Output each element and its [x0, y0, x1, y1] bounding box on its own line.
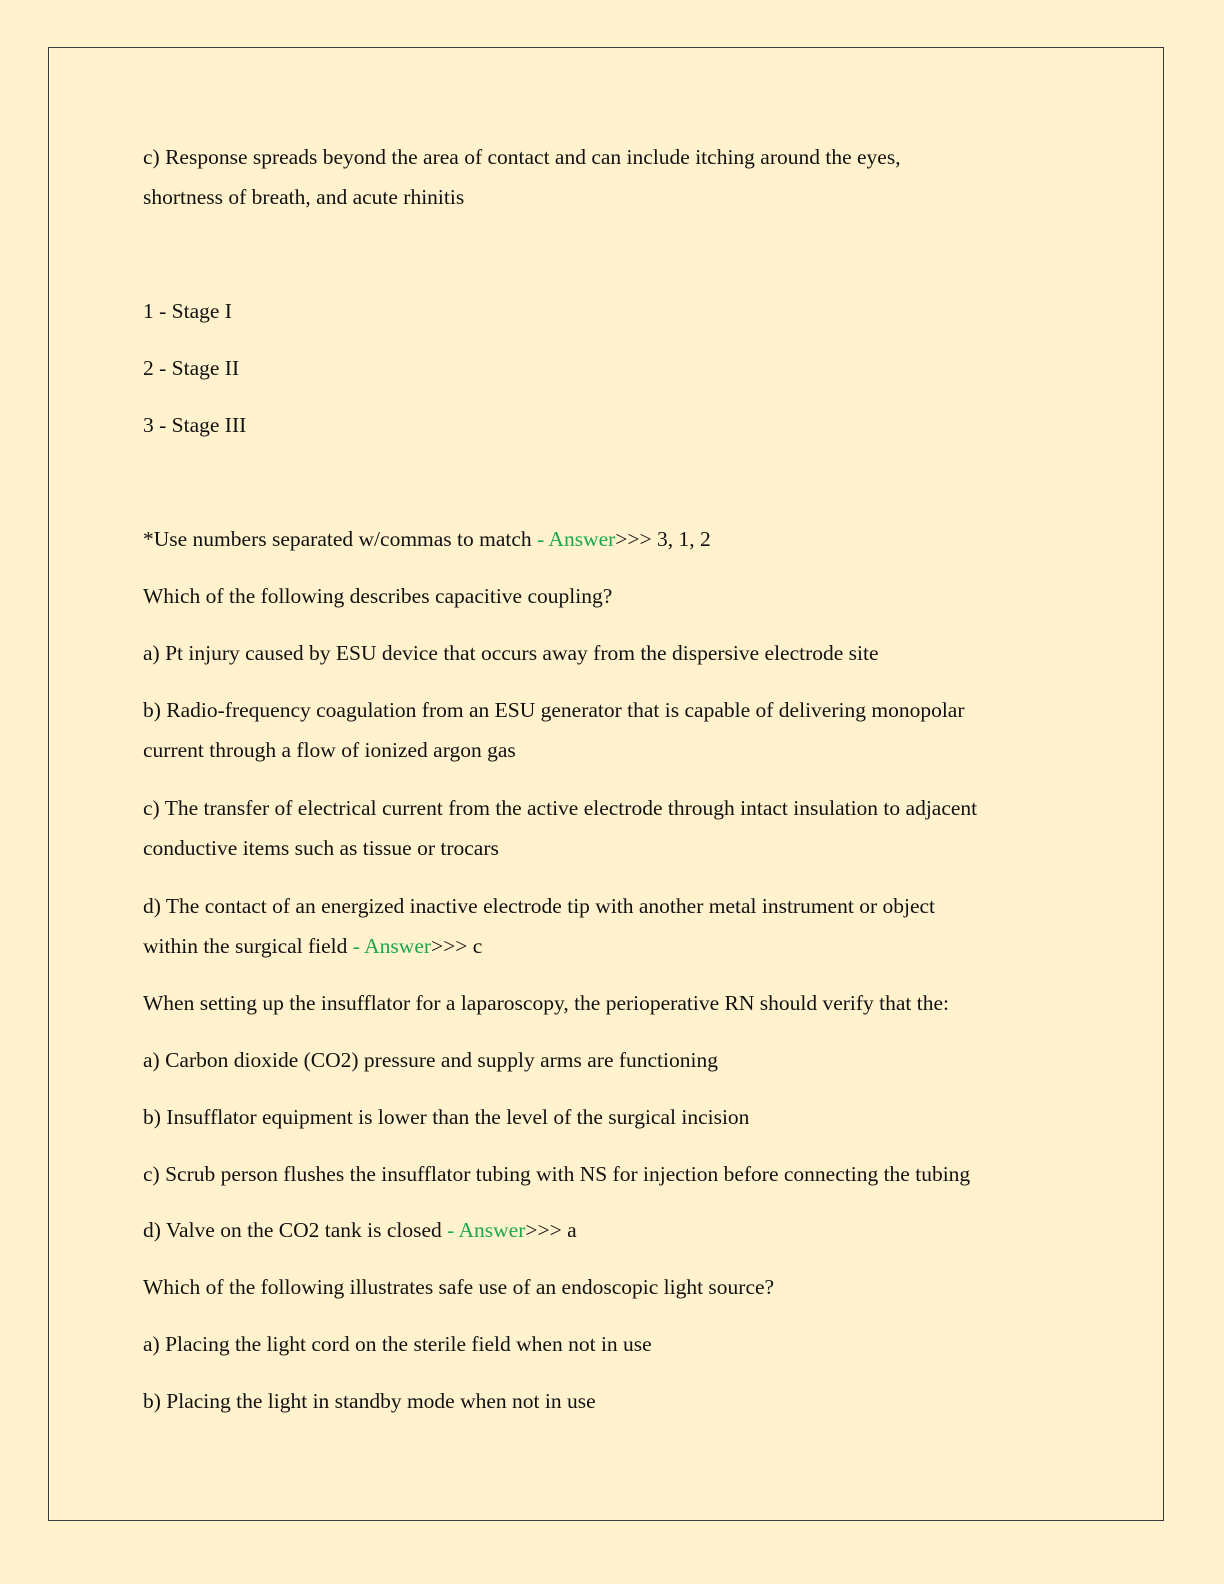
answer-label: - Answer	[352, 934, 432, 958]
q1-option-c-line-2: conductive items such as tissue or trocars	[143, 836, 499, 860]
match-instruction-answer	[143, 526, 711, 552]
q1-option-b-line-2: current through a flow of ionized argon gas	[143, 738, 516, 762]
answer-value: >>> c	[431, 934, 483, 958]
q2-option-c: c) Scrub person flushes the insufflator tubing with NS for injection before connecting the tubing	[143, 1162, 971, 1186]
q2-option-d	[143, 1217, 577, 1243]
match-instruction-text: *Use numbers separated w/commas to match	[143, 527, 538, 551]
option-c-line-2: shortness of breath, and acute rhinitis	[143, 185, 465, 209]
question-endoscopic-light: Which of the following illustrates safe use of an endoscopic light source?	[143, 1275, 775, 1299]
q1-option-b-line-1: b) Radio-frequency coagulation from an ESU generator that is capable of delivering monopolar	[143, 698, 965, 722]
answer-label: - Answer	[537, 527, 616, 551]
question-capacitive-coupling: Which of the following describes capacitive coupling?	[143, 584, 613, 608]
q3-option-b: b) Placing the light in standby mode when not in use	[143, 1389, 596, 1413]
match-item-2: 2 - Stage II	[143, 356, 240, 380]
q2-option-d-text: d) Valve on the CO2 tank is closed	[143, 1218, 448, 1242]
q3-option-a: a) Placing the light cord on the sterile field when not in use	[143, 1332, 652, 1356]
answer-value: >>> a	[525, 1218, 577, 1242]
q1-option-d-line-1: d) The contact of an energized inactive electrode tip with another metal instrument or object	[143, 894, 936, 918]
q2-option-b: b) Insufflator equipment is lower than the level of the surgical incision	[143, 1105, 750, 1129]
q1-option-c-line-1: c) The transfer of electrical current from the active electrode through intact insulation to adjacent	[143, 796, 978, 820]
question-insufflator: When setting up the insufflator for a laparoscopy, the perioperative RN should verify that the:	[143, 991, 950, 1015]
q1-option-d-line-2	[143, 933, 482, 959]
answer-value: >>> 3, 1, 2	[615, 527, 711, 551]
match-item-3: 3 - Stage III	[143, 413, 247, 437]
q1-option-a: a) Pt injury caused by ESU device that occurs away from the dispersive electrode site	[143, 641, 879, 665]
q2-option-a: a) Carbon dioxide (CO2) pressure and supply arms are functioning	[143, 1048, 718, 1072]
match-item-1: 1 - Stage I	[143, 299, 232, 323]
q1-option-d-text: within the surgical field	[143, 934, 353, 958]
option-c-line-1: c) Response spreads beyond the area of contact and can include itching around the eyes,	[143, 145, 901, 169]
answer-label: - Answer	[447, 1218, 526, 1242]
